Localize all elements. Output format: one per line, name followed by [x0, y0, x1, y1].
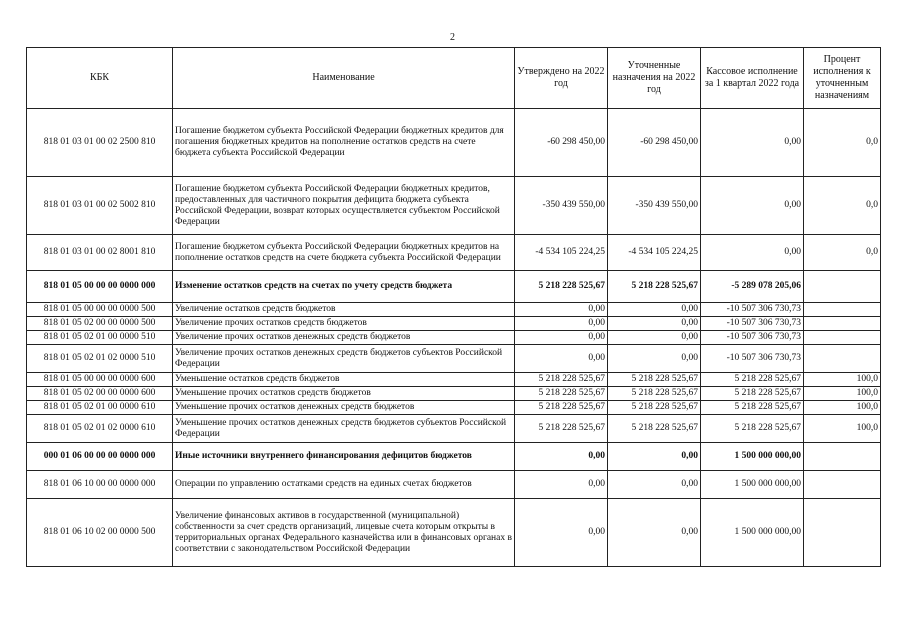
table-header-row: [27, 48, 881, 109]
cell-kbk: 818 01 05 00 00 00 0000 000: [27, 271, 173, 303]
table-row: [27, 331, 881, 345]
cell-refined: 5 218 228 525,67: [608, 401, 701, 415]
cell-refined: 5 218 228 525,67: [608, 415, 701, 443]
cell-cash-execution: -10 507 306 730,73: [701, 317, 804, 331]
cell-refined: 0,00: [608, 443, 701, 471]
table-row: [27, 401, 881, 415]
cell-kbk: 818 01 06 10 00 00 0000 000: [27, 471, 173, 499]
table-row: [27, 415, 881, 443]
cell-refined: 0,00: [608, 345, 701, 373]
cell-percent: 0,0: [804, 177, 881, 235]
cell-refined: 5 218 228 525,67: [608, 271, 701, 303]
cell-cash-execution: 0,00: [701, 109, 804, 177]
header-name: Наименование: [173, 48, 515, 109]
cell-cash-execution: -10 507 306 730,73: [701, 331, 804, 345]
cell-refined: 5 218 228 525,67: [608, 387, 701, 401]
cell-cash-execution: -5 289 078 205,06: [701, 271, 804, 303]
table-body: [27, 109, 881, 567]
cell-name: Иные источники внутреннего финансирования дефицитов бюджетов: [173, 443, 515, 471]
table-row: [27, 443, 881, 471]
cell-cash-execution: 1 500 000 000,00: [701, 471, 804, 499]
cell-refined: -350 439 550,00: [608, 177, 701, 235]
cell-approved: -350 439 550,00: [515, 177, 608, 235]
cell-cash-execution: 0,00: [701, 235, 804, 271]
cell-name: Уменьшение остатков средств бюджетов: [173, 373, 515, 387]
cell-approved: 0,00: [515, 331, 608, 345]
cell-kbk: 000 01 06 00 00 00 0000 000: [27, 443, 173, 471]
cell-approved: -60 298 450,00: [515, 109, 608, 177]
cell-approved: 5 218 228 525,67: [515, 415, 608, 443]
cell-cash-execution: 5 218 228 525,67: [701, 401, 804, 415]
cell-percent: 100,0: [804, 373, 881, 387]
cell-percent: [804, 317, 881, 331]
cell-name: Увеличение прочих остатков денежных средств бюджетов субъектов Российской Федерации: [173, 345, 515, 373]
cell-refined: 0,00: [608, 317, 701, 331]
cell-percent: 0,0: [804, 109, 881, 177]
table-row: [27, 235, 881, 271]
cell-kbk: 818 01 05 02 01 00 0000 610: [27, 401, 173, 415]
cell-name: Погашение бюджетом субъекта Российской Федерации бюджетных кредитов, предоставленных для частичного покрытия дефицита бюджета субъекта Российской Федерации, возврат которых осуществляется субъектом Российской Федерации: [173, 177, 515, 235]
cell-percent: [804, 303, 881, 317]
cell-name: Погашение бюджетом субъекта Российской Федерации бюджетных кредитов для погашения бюджетных кредитов на пополнение остатков средств на счете бюджета субъекта Российской Федерации: [173, 109, 515, 177]
cell-cash-execution: 5 218 228 525,67: [701, 415, 804, 443]
cell-kbk: 818 01 05 00 00 00 0000 600: [27, 373, 173, 387]
cell-percent: 100,0: [804, 415, 881, 443]
cell-name: Увеличение прочих остатков средств бюджетов: [173, 317, 515, 331]
cell-name: Операции по управлению остатками средств на единых счетах бюджетов: [173, 471, 515, 499]
cell-refined: 5 218 228 525,67: [608, 373, 701, 387]
cell-approved: 0,00: [515, 499, 608, 567]
cell-percent: 0,0: [804, 235, 881, 271]
cell-approved: 0,00: [515, 303, 608, 317]
cell-refined: 0,00: [608, 471, 701, 499]
cell-cash-execution: 0,00: [701, 177, 804, 235]
cell-approved: 0,00: [515, 345, 608, 373]
cell-approved: 0,00: [515, 471, 608, 499]
cell-kbk: 818 01 06 10 02 00 0000 500: [27, 499, 173, 567]
cell-kbk: 818 01 03 01 00 02 5002 810: [27, 177, 173, 235]
cell-percent: [804, 443, 881, 471]
cell-kbk: 818 01 05 02 00 00 0000 600: [27, 387, 173, 401]
table-row: [27, 499, 881, 567]
cell-kbk: 818 01 05 00 00 00 0000 500: [27, 303, 173, 317]
cell-refined: 0,00: [608, 499, 701, 567]
cell-cash-execution: 5 218 228 525,67: [701, 373, 804, 387]
cell-kbk: 818 01 05 02 00 00 0000 500: [27, 317, 173, 331]
header-cash-execution: Кассовое исполнение за 1 квартал 2022 года: [701, 48, 804, 109]
header-percent: Процент исполнения к уточненным назначениям: [804, 48, 881, 109]
table-row: [27, 177, 881, 235]
cell-name: Уменьшение прочих остатков денежных средств бюджетов: [173, 401, 515, 415]
cell-percent: 100,0: [804, 387, 881, 401]
cell-approved: 5 218 228 525,67: [515, 373, 608, 387]
cell-kbk: 818 01 03 01 00 02 2500 810: [27, 109, 173, 177]
cell-refined: 0,00: [608, 303, 701, 317]
cell-approved: -4 534 105 224,25: [515, 235, 608, 271]
cell-name: Уменьшение прочих остатков денежных средств бюджетов субъектов Российской Федерации: [173, 415, 515, 443]
cell-cash-execution: -10 507 306 730,73: [701, 345, 804, 373]
cell-cash-execution: 1 500 000 000,00: [701, 499, 804, 567]
table-row: [27, 109, 881, 177]
table-row: [27, 345, 881, 373]
table-row: [27, 373, 881, 387]
cell-percent: [804, 499, 881, 567]
cell-percent: [804, 271, 881, 303]
cell-kbk: 818 01 05 02 01 02 0000 510: [27, 345, 173, 373]
cell-percent: [804, 471, 881, 499]
cell-name: Увеличение финансовых активов в государственной (муниципальной) собственности за счет средств организаций, лицевые счета которым открыты в территориальных органах Федерального казначейства или в финансовых органах в соответствии с законодательством Российской Федерации: [173, 499, 515, 567]
cell-percent: [804, 345, 881, 373]
cell-name: Уменьшение прочих остатков средств бюджетов: [173, 387, 515, 401]
cell-kbk: 818 01 05 02 01 00 0000 510: [27, 331, 173, 345]
table-row: [27, 271, 881, 303]
cell-cash-execution: -10 507 306 730,73: [701, 303, 804, 317]
cell-refined: 0,00: [608, 331, 701, 345]
cell-name: Увеличение прочих остатков денежных средств бюджетов: [173, 331, 515, 345]
cell-approved: 0,00: [515, 443, 608, 471]
cell-name: Изменение остатков средств на счетах по учету средств бюджета: [173, 271, 515, 303]
table-row: [27, 471, 881, 499]
cell-approved: 5 218 228 525,67: [515, 401, 608, 415]
header-kbk: КБК: [27, 48, 173, 109]
cell-approved: 5 218 228 525,67: [515, 387, 608, 401]
table-row: [27, 317, 881, 331]
page-number: 2: [450, 32, 455, 43]
cell-refined: -60 298 450,00: [608, 109, 701, 177]
cell-cash-execution: 1 500 000 000,00: [701, 443, 804, 471]
header-refined: Уточненные назначения на 2022 год: [608, 48, 701, 109]
cell-kbk: 818 01 03 01 00 02 8001 810: [27, 235, 173, 271]
cell-name: Увеличение остатков средств бюджетов: [173, 303, 515, 317]
cell-name: Погашение бюджетом субъекта Российской Федерации бюджетных кредитов на пополнение остатков средств на счете бюджета субъекта Российской Федерации: [173, 235, 515, 271]
table-row: [27, 387, 881, 401]
budget-sources-table: [26, 47, 881, 567]
cell-kbk: 818 01 05 02 01 02 0000 610: [27, 415, 173, 443]
table-row: [27, 303, 881, 317]
header-approved: Утверждено на 2022 год: [515, 48, 608, 109]
cell-approved: 0,00: [515, 317, 608, 331]
cell-approved: 5 218 228 525,67: [515, 271, 608, 303]
cell-percent: [804, 331, 881, 345]
cell-percent: 100,0: [804, 401, 881, 415]
cell-refined: -4 534 105 224,25: [608, 235, 701, 271]
cell-cash-execution: 5 218 228 525,67: [701, 387, 804, 401]
